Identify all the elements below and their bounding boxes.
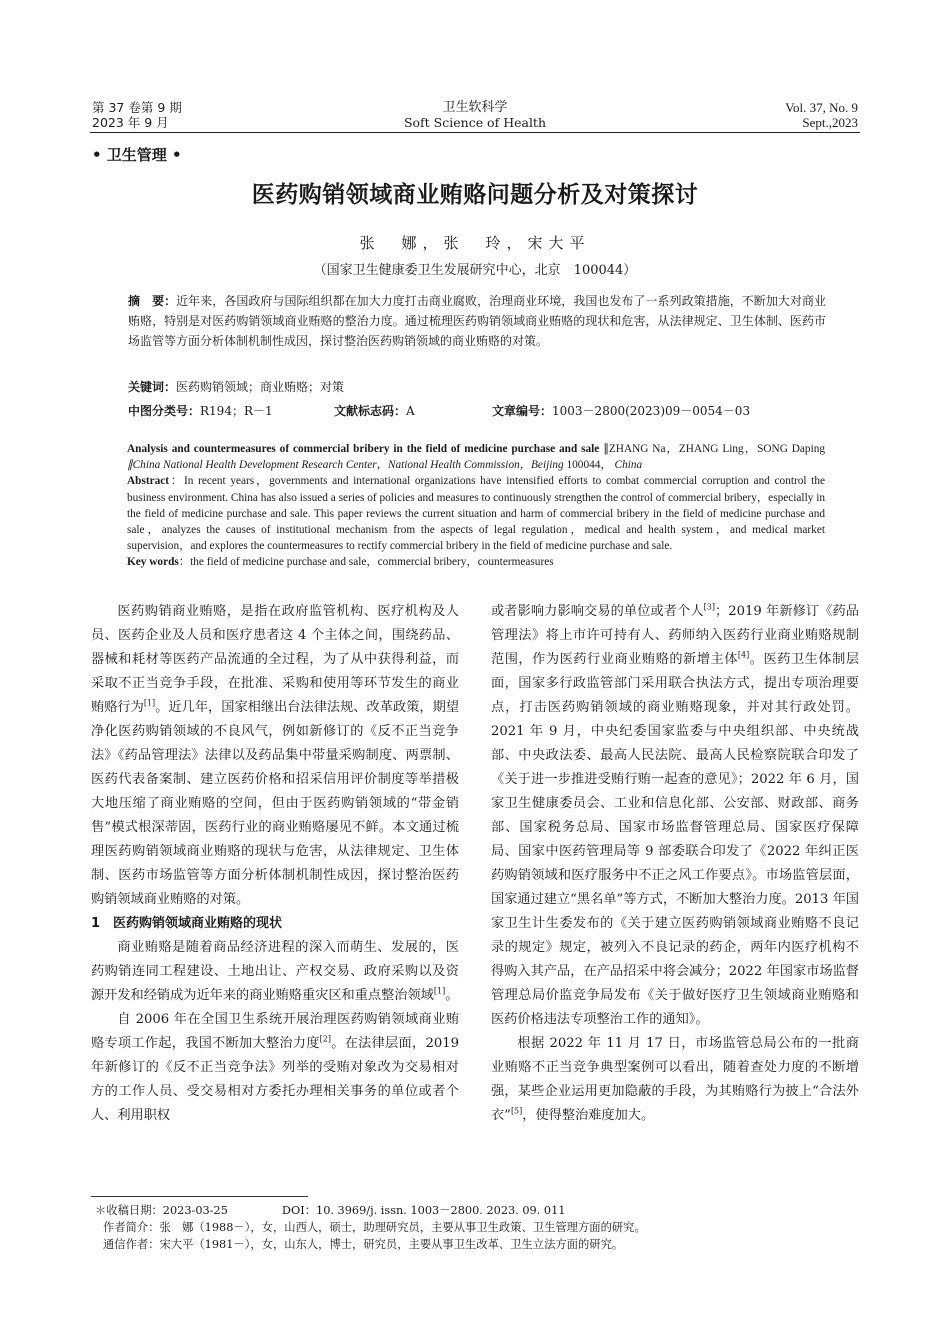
- doc-code-value: A: [406, 404, 415, 418]
- body-column-right: [491, 600, 859, 1128]
- citation-ref: [3]: [703, 602, 716, 612]
- english-country: China: [614, 459, 643, 472]
- clc-label: 中图分类号：: [128, 404, 201, 418]
- paragraph-text: 。: [445, 988, 459, 1003]
- issue-cn: 第 37 卷第 9 期: [92, 100, 182, 115]
- received-date: ＊收稿日期：2023-03-25: [95, 1204, 228, 1217]
- article-affiliation: （国家卫生健康委卫生发展研究中心，北京 100044）: [313, 263, 637, 278]
- english-title: Analysis and countermeasures of commercial bribery in the field of medicine purchase and sale: [127, 443, 600, 455]
- paragraph-text: 商业贿赂是随着商品经济进程的深入而萌生、发展的，医药购销连同工程建设、土地出让、产权交易、政府采购以及资源开发和经销成为近年来的商业贿赂重灾区和重点整治领域: [91, 940, 459, 1003]
- citation-ref: [1]: [143, 698, 156, 708]
- article-authors: 张 娜，张 玲，宋大平: [359, 234, 591, 252]
- doc-code: [334, 402, 415, 419]
- journal-name-en: Soft Science of Health: [403, 115, 547, 130]
- clc-value: R194；R－1: [200, 404, 273, 418]
- keywords-cn-text: 医药购销领域；商业贿赂；对策: [176, 380, 345, 394]
- header-volume: [785, 100, 858, 130]
- author-bio: 作者简介：张 娜（1988－），女，山西人，硕士，助理研究员，主要从事卫生政策、卫生管理方面的研究。: [103, 1221, 646, 1234]
- paragraph-text: 医药购销商业贿赂，是指在政府监管机构、医疗机构及人员、医药企业及人员和医疗患者这 4 个主体之间，围绕药品、器械和耗材等医药产品流通的全过程，为了从中获得利益，而采取不正当竞争手段，在批准、采购和使用等环节发生的商业贿赂行为: [91, 604, 459, 715]
- clc-number: [128, 402, 273, 419]
- keywords-cn-label: 关键词：: [128, 380, 177, 394]
- paragraph: [491, 600, 859, 1032]
- english-keywords-text: ：the field of medicine purchase and sale，commercial bribery，countermeasures: [178, 556, 554, 569]
- paragraph: [491, 1032, 859, 1128]
- header-journal: [380, 100, 570, 130]
- footnote-received-line: [95, 1202, 855, 1219]
- english-postcode: 100044，: [566, 459, 612, 472]
- paragraph-text: ；2019 年新修订《药品管理法》将上市许可持有人、药师纳入医药行业商业贿赂规制范围，作为医药行业商业贿赂的新增主体: [491, 604, 859, 667]
- citation-ref: [5]: [510, 1106, 523, 1116]
- paragraph: [91, 936, 459, 1008]
- date-en: Sept.,2023: [802, 115, 858, 130]
- english-abstract: [127, 473, 825, 554]
- paragraph-text: ，使得整治难度加大。: [522, 1108, 655, 1123]
- abstract-cn: [128, 291, 826, 351]
- doi: DOI：10. 3969/j. issn. 1003－2800. 2023. 09. 011: [281, 1204, 566, 1217]
- paragraph-text: 或者影响力影响交易的单位或者个人: [491, 604, 704, 619]
- paragraph-text: 。医药卫生体制层面，国家多行政监管部门采用联合执法方式，提出专项治理要点，打击医药购销领域的商业贿赂现象，并对其行政处罚。2021 年 9 月，中央纪委国家监委与中央组织部、中央统战部、中央政法委、最高人民法院、最高人民检察院联合印发了《关于进一步推进受贿行贿一起查的意见》；2022 年 6 月，国家卫生健康委员会、工业和信息化部、公安部、财政部、商务部、国家税务总局、国家市场监督管理总局、国家医疗保障局、国家中医药管理局等 9 部委联合印发了《2022 年纠正医药购销领域和医疗服务中不正之风工作要点》。市场监管层面，国家通过建立“黑名单”等方式，不断加大整治力度。2013 年国家卫生计生委发布的《关于建立医药购销领域商业贿赂不良记录的规定》规定，被列入不良记录的药企，两年内医疗机构不得购入其产品，在产品招采中将会减分；2022 年国家市场监督管理总局价监竞争局发布《关于做好医疗卫生领域商业贿赂和医药价格违法专项整治工作的通知》。: [491, 652, 860, 1027]
- journal-name-cn: 卫生软科学: [442, 100, 508, 115]
- english-abstract-block: [127, 441, 825, 571]
- section-label: • 卫生管理 •: [92, 146, 182, 164]
- date-cn: 2023 年 9 月: [92, 115, 169, 130]
- english-abstract-label: Abstract: [127, 475, 170, 488]
- citation-ref: [2]: [319, 1034, 332, 1044]
- article-title: 医药购销领域商业贿赂问题分析及对策探讨: [251, 181, 699, 208]
- paragraph-text: 。近几年，国家相继出台法律法规、改革政策，期望净化医药购销领域的不良风气，例如新修订的《反不正当竞争法》《药品管理法》法律以及药品集中带量采购制度、两票制、医药代表备案制、建立医药价格和招采信用评价制度等举措极大地压缩了商业贿赂的空间，但由于医药购销领域的“带金销售”模式根深蒂固，医药行业的商业贿赂屡见不鲜。本文通过梳理医药购销领域商业贿赂的现状与危害，从法律规定、卫生体制、医药市场监管等方面分析体制机制性成因，探讨整治医药购销领域商业贿赂的对策。: [91, 700, 460, 907]
- article-number-value: 1003－2800(2023)09－0054－03: [552, 404, 751, 418]
- english-abstract-text: ：In recent years，governments and international organizations have intensified efforts to combat commercial corruption and control the business environment. China has also issued a series of policies and measures to continuously strengthen the control of commercial bribery，especially in the field of medicine purchase and sale. This paper reviews the current situation and harm of commercial bribery in the field of medicine purchase and sale，analyzes the causes of institutional mechanism from the aspects of legal regulation，medical and health system，and medical market supervision，and explores the countermeasures to rectify commercial bribery in the field of medicine purchase and sale.: [127, 475, 825, 553]
- abstract-cn-text: 近年来，各国政府与国际组织都在加大力度打击商业腐败，治理商业环境，我国也发布了一系列政策措施，不断加大对商业贿赂，特别是对医药购销领域商业贿赂的整治力度。通过梳理医药购销领域商业贿赂的现状和危害，从法律规定、卫生体制、医药市场监管等方面分析体制机制性成因，探讨整治医药购销领域的商业贿赂的对策。: [128, 294, 826, 348]
- doc-code-label: 文献标志码：: [334, 404, 407, 418]
- article-number: [492, 402, 750, 419]
- corresponding-author: 通信作者：宋大平（1981－），女，山东人，博士，研究员，主要从事卫生改革、卫生立法方面的研究。: [103, 1238, 624, 1251]
- citation-ref: [1]: [433, 986, 446, 996]
- body-column-left: [91, 600, 459, 1128]
- paragraph: [91, 1008, 459, 1128]
- paragraph-text: 根据 2022 年 11 月 17 日，市场监管总局公布的一批商业贿赂不正当竞争典型案例可以看出，随着查处力度的不断增强，某些企业运用更加隐蔽的手段，为其贿赂行为披上“合法外衣”: [491, 1036, 859, 1123]
- english-title-line: [127, 441, 825, 473]
- article-number-label: 文章编号：: [492, 404, 553, 418]
- paragraph: [91, 600, 459, 912]
- header-rule: [90, 132, 860, 133]
- english-keywords-label: Key words: [127, 556, 179, 569]
- paragraph-text: 自 2006 年在全国卫生系统开展治理医药购销领域商业贿赂专项工作起，我国不断加大整治力度: [91, 1012, 459, 1051]
- footnote-rule: [91, 1196, 308, 1197]
- english-authors: ∥ZHANG Na，ZHANG Ling，SONG Daping: [603, 443, 826, 455]
- abstract-cn-label: 摘 要：: [128, 294, 177, 308]
- english-affiliation: ∥China National Health Development Research Center，National Health Commission，Beijing: [127, 459, 564, 472]
- keywords-cn: [128, 378, 344, 395]
- paragraph-text: 。在法律层面，2019 年新修订的《反不正当竞争法》列举的受贿对象改为交易相对方的工作人员、受交易相对方委托办理相关事务的单位或者个人、利用职权: [91, 1036, 459, 1123]
- english-keywords: [127, 554, 825, 570]
- volume-en: Vol. 37, No. 9: [785, 100, 858, 115]
- citation-ref: [4]: [737, 650, 750, 660]
- header-issue: [92, 100, 182, 130]
- section-heading: 1 医药购销领域商业贿赂的现状: [91, 916, 283, 931]
- footnotes: [95, 1202, 855, 1253]
